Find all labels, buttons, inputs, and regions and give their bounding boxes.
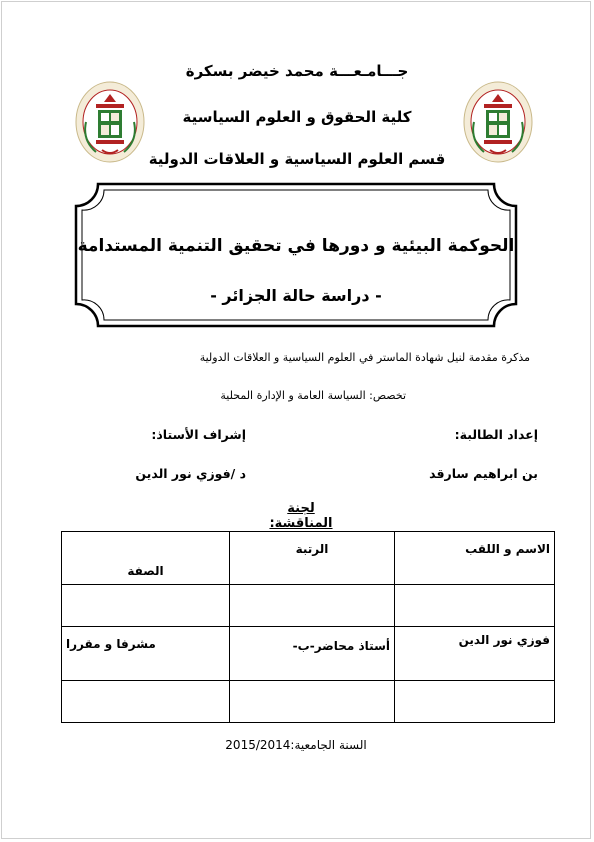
student-label: إعداد الطالبة: — [454, 427, 538, 442]
academic-year: السنة الجامعية:2015/2014 — [225, 738, 367, 752]
committee-title: لجنة المناقشة: — [269, 501, 333, 531]
committee-table — [61, 531, 555, 723]
specialization: تخصص: السياسة العامة و الإدارة المحلية — [220, 389, 406, 402]
table-cell: أستاذ محاضر-ب- — [230, 627, 395, 681]
department-name: قسم العلوم السياسية و العلاقات الدولية — [148, 150, 446, 168]
table-header-row — [62, 532, 555, 585]
column-header-name: الاسم و اللقب — [395, 532, 555, 585]
university-name: جـــامـعـــة محمد خيضر بسكرة — [185, 62, 409, 80]
table-cell: فوزي نور الدين — [395, 627, 555, 681]
university-seal-icon-right — [462, 80, 534, 164]
table-cell — [395, 585, 555, 627]
thesis-title: الحوكمة البيئية و دورها في تحقيق التنمية المستدامة — [77, 236, 515, 256]
column-header-rank: الرتبة — [230, 532, 395, 585]
table-row — [62, 627, 555, 681]
supervisor-name: د /فوزي نور الدين — [135, 466, 246, 481]
supervisor-label: إشراف الأستاذ: — [151, 427, 246, 442]
table-cell — [62, 681, 230, 723]
table-row — [62, 681, 555, 723]
table-row — [62, 585, 555, 627]
table-cell — [395, 681, 555, 723]
table-cell — [230, 585, 395, 627]
table-cell — [230, 681, 395, 723]
student-name: بن ابراهيم سارقد — [429, 466, 538, 481]
memo-description: مذكرة مقدمة لنيل شهادة الماستر في العلوم السياسية و العلاقات الدولية — [199, 351, 530, 364]
university-seal-icon-left — [74, 80, 146, 164]
table-cell: مشرفا و مقررا — [62, 627, 230, 681]
faculty-name: كلية الحقوق و العلوم السياسية — [182, 108, 412, 126]
table-cell — [62, 585, 230, 627]
thesis-subtitle: - دراسة حالة الجزائر - — [210, 286, 382, 305]
column-header-role: الصفة — [62, 532, 230, 585]
